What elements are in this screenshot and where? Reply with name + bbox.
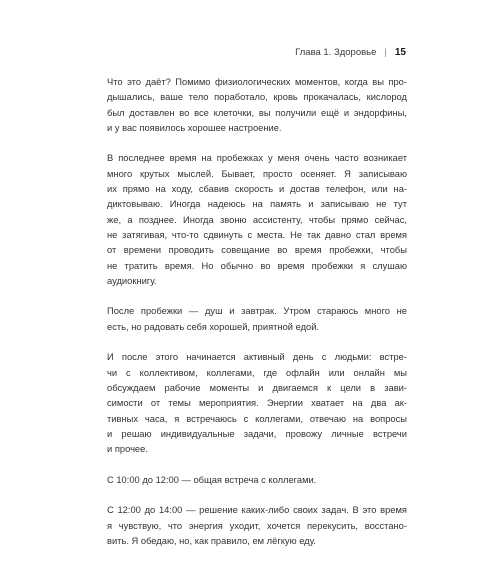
text-line: тивных часа, я встречаюсь с коллегами, отвечаю на вопросы (107, 413, 407, 424)
text-line: же, а позднее. Иногда звоню ассистенту, чтобы прямо сейчас, (107, 214, 407, 225)
text-line: В последнее время на пробежках у меня очень часто возникает (107, 153, 407, 164)
paragraph (107, 350, 407, 457)
header-separator: | (384, 47, 387, 58)
text-line: много крутых мыслей. Бывает, просто осеняет. Я записываю (107, 168, 407, 179)
text-line: от времени проводить совещание во время пробежки, чтобы (107, 245, 407, 256)
text-line: был доставлен во все клеточки, вы получили ещё и эндорфины, (107, 107, 407, 118)
text-line: С 10:00 до 12:00 — общая встреча с коллегами. (107, 474, 317, 485)
text-line: я чувствую, что энергия уходит, хочется перекусить, восстано- (107, 520, 407, 531)
paragraph (107, 503, 407, 549)
text-line: Что это даёт? Помимо физиологических моментов, когда вы про- (107, 77, 407, 87)
paragraph (107, 304, 407, 335)
running-header (295, 47, 406, 58)
text-line: После пробежки — душ и завтрак. Утром стараюсь много не (107, 306, 407, 317)
text-line: И после этого начинается активный день с людьми: встре- (107, 352, 407, 363)
chapter-title: Глава 1. Здоровье (295, 47, 377, 58)
paragraph (107, 151, 407, 289)
paragraph (107, 75, 407, 136)
paragraph (107, 473, 407, 488)
text-line: вить. Я обедаю, но, как правило, ем лёгкую еду. (107, 535, 316, 546)
text-line: симости от темы мероприятия. Энергии хватает на два ак- (107, 398, 407, 409)
text-line: чи с коллективом, коллегами, где офлайн или онлайн мы (107, 367, 407, 378)
text-line: диктовываю. Иногда надеюсь на память и записываю не тут (107, 199, 407, 210)
body-text (107, 75, 407, 565)
text-line: и решаю индивидуальные задачи, провожу личные встречи (107, 428, 407, 439)
text-line: и у вас появилось хорошее настроение. (107, 122, 282, 133)
text-line: не тратить время. Но обычно во время пробежки я слушаю (107, 260, 407, 271)
text-line: не затягивая, что-то сдвинуть с места. Не так давно стал время (107, 229, 407, 240)
text-line: их прямо на ходу, сбавив скорость и достав телефон, или на- (107, 184, 407, 195)
text-line: дышались, ваше тело поработало, кровь прокачалась, кислород (107, 92, 407, 103)
text-line: аудиокнигу. (107, 275, 157, 286)
text-line: С 12:00 до 14:00 — решение каких-либо своих задач. В это время (107, 505, 407, 516)
text-line: обсуждаем рабочие моменты и двигаемся к цели в зави- (107, 382, 407, 393)
page-number: 15 (394, 47, 406, 58)
text-line: и прочее. (107, 444, 148, 455)
text-line: есть, но радовать себя хорошей, приятной едой. (107, 321, 320, 332)
